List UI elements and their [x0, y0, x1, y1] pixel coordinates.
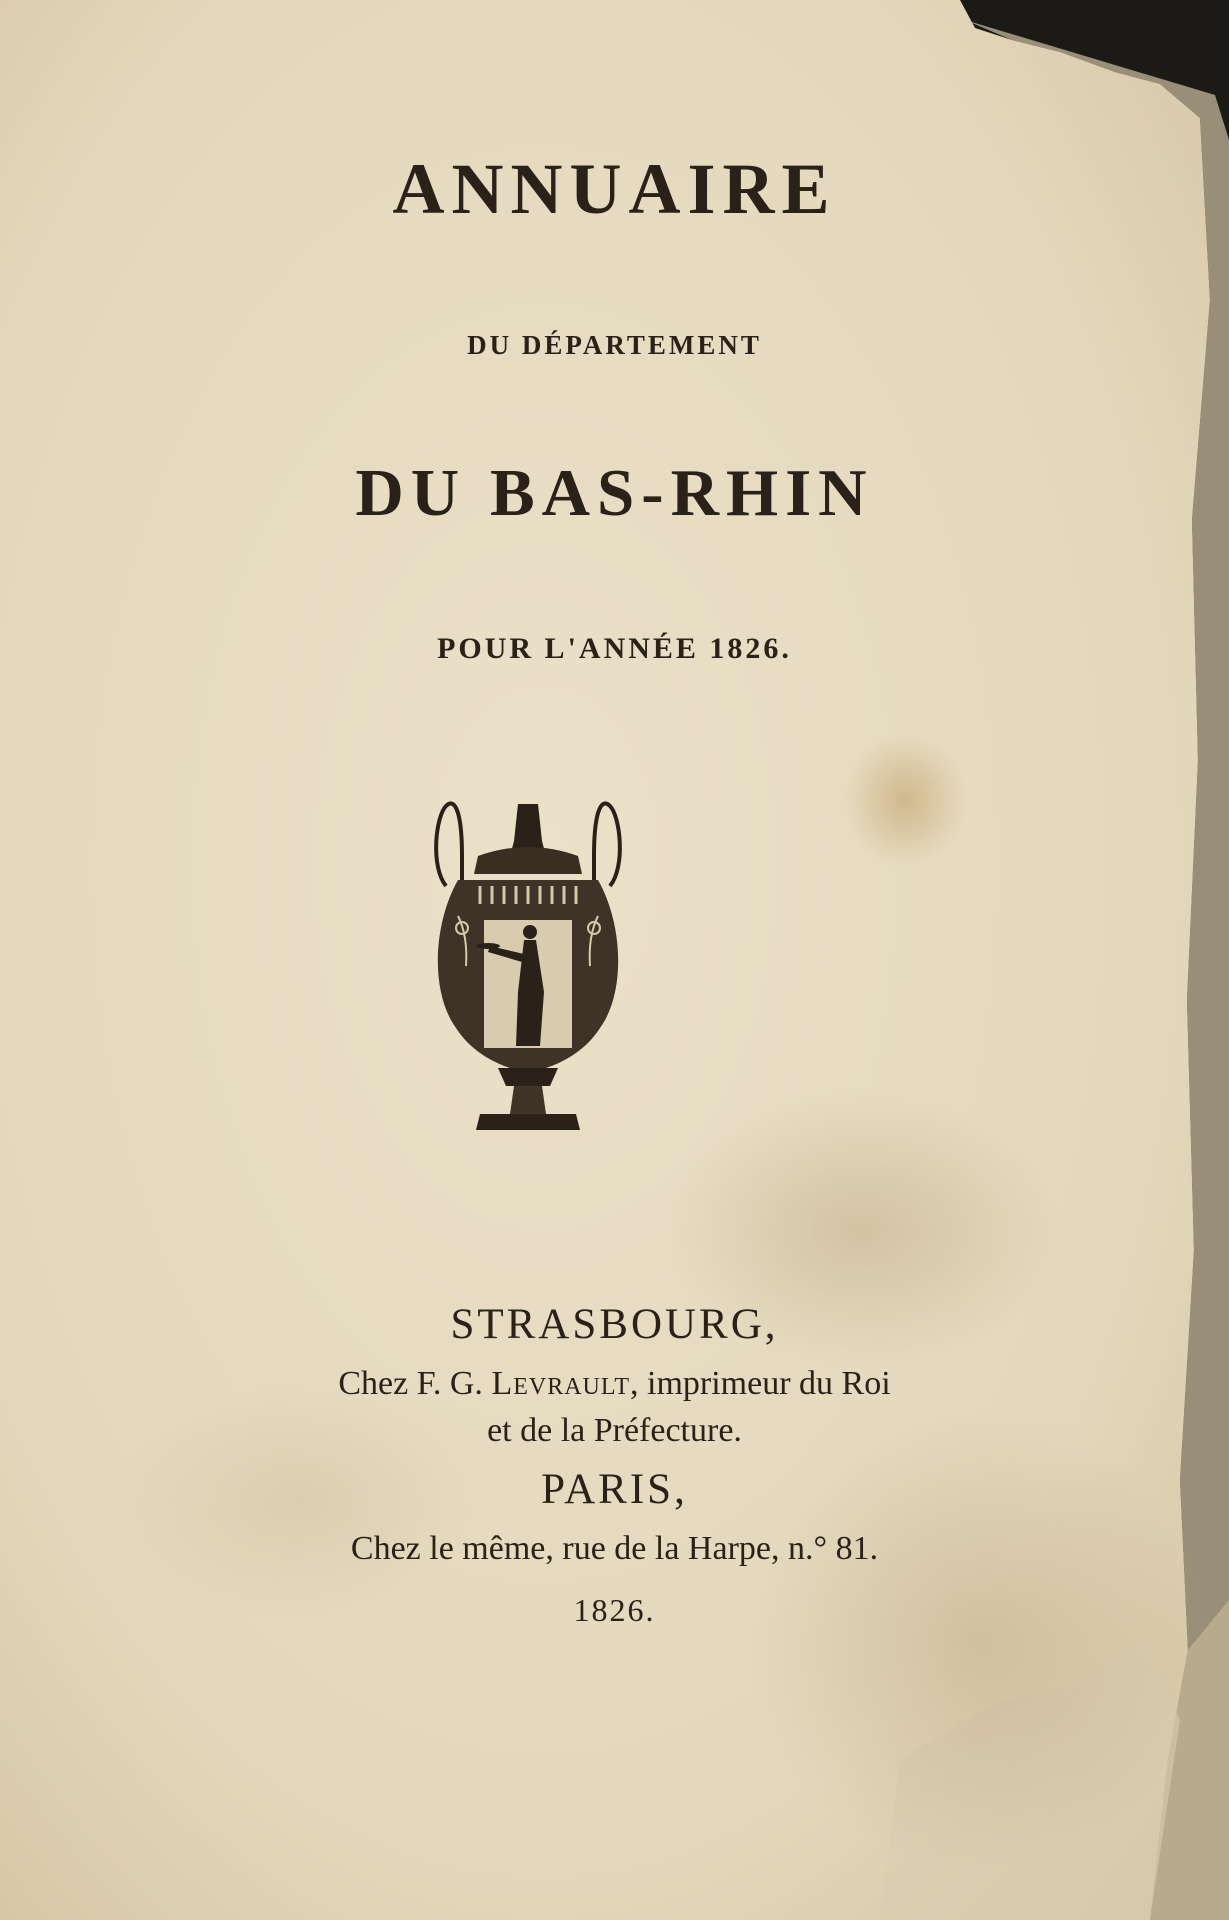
main-title: DU BAS-RHIN [355, 456, 874, 530]
printer-line [0, 1365, 1229, 1403]
printer-suffix: , imprimeur du Roi [630, 1365, 891, 1402]
publication-date: 1826. [573, 1592, 656, 1628]
printer-name: Levrault [491, 1365, 630, 1402]
address-line: Chez le même, rue de la Harpe, n.° 81. [350, 1530, 879, 1567]
amphora-vase-icon [418, 796, 638, 1148]
city-strasbourg: STRASBOURG, [450, 1301, 779, 1348]
book-title: ANNUAIRE [392, 149, 837, 229]
year-line: POUR L'ANNÉE 1826. [437, 632, 792, 665]
city-paris: PARIS, [541, 1466, 688, 1513]
prefecture-line: et de la Préfecture. [487, 1412, 742, 1449]
printer-prefix: Chez F. G. [338, 1365, 483, 1402]
subtitle: DU DÉPARTEMENT [467, 330, 762, 360]
